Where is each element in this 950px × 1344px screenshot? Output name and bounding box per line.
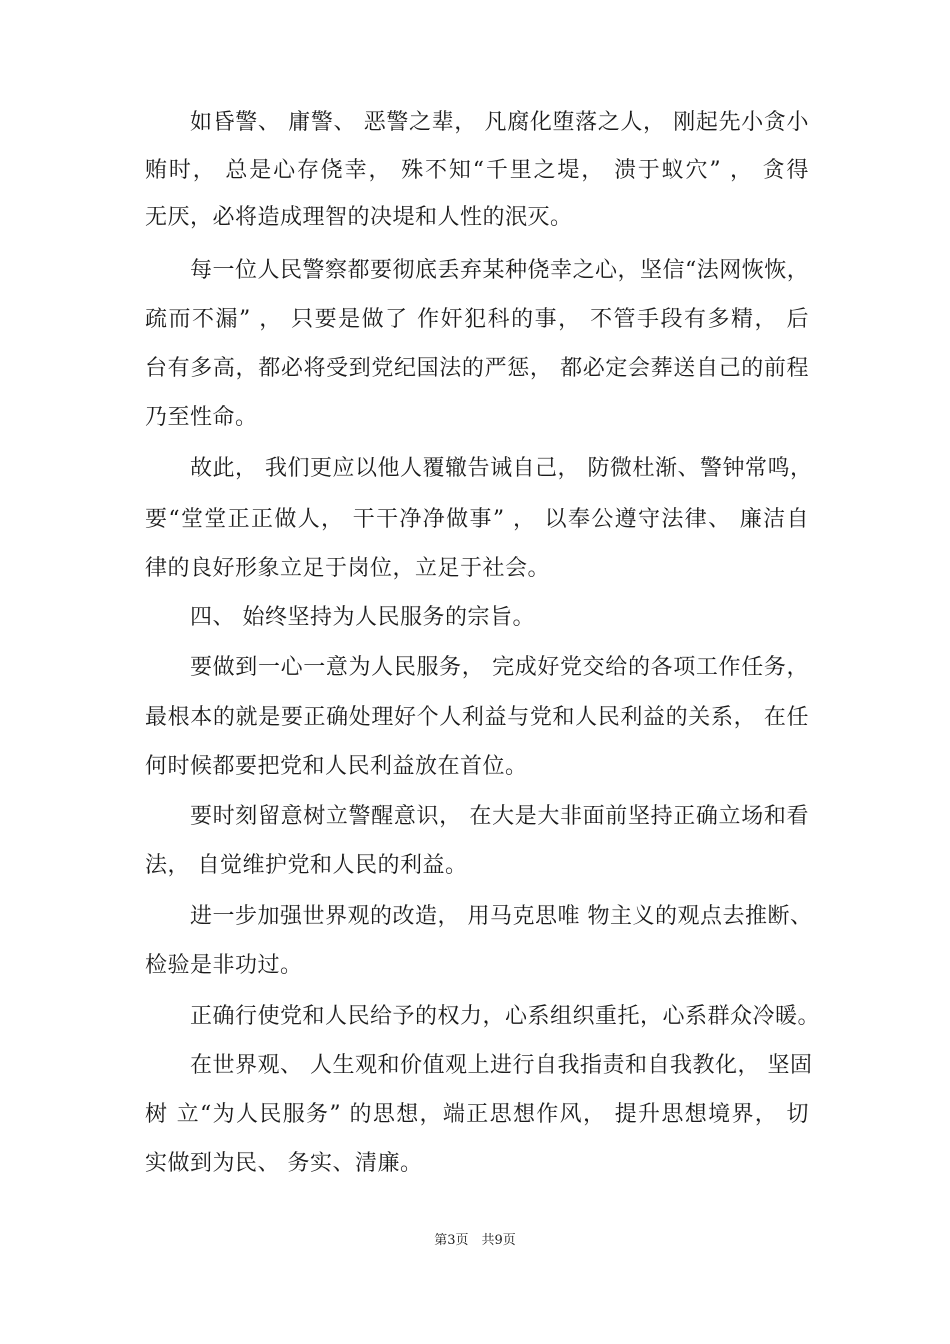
text-line: 要时刻留意树立警醒意识， 在大是大非面前坚持正确立场和看 xyxy=(190,804,809,829)
text-line: 律的良好形象立足于岗位，立足于社会。 xyxy=(145,556,551,581)
text-line: 如昏警、 庸警、 恶警之辈， 凡腐化堕落之人， 刚起先小贪小 xyxy=(190,110,809,135)
text-line: 实做到为民、 务实、清廉。 xyxy=(145,1151,423,1176)
text-line: 乃至性命。 xyxy=(145,405,258,430)
text-line: 树 立“为人民服务” 的思想，端正思想作风， 提升思想境界， 切 xyxy=(145,1102,810,1127)
text-line: 要做到一心一意为人民服务， 完成好党交给的各项工作任务， xyxy=(190,655,809,680)
text-line: 何时候都要把党和人民利益放在首位。 xyxy=(145,754,528,779)
text-line: 无厌，必将造成理智的决堤和人性的泯灭。 xyxy=(145,205,573,230)
section-heading: 四、 始终坚持为人民服务的宗旨。 xyxy=(190,605,535,630)
text-line: 法， 自觉维护党和人民的利益。 xyxy=(145,853,468,878)
text-line: 每一位人民警察都要彻底丢弃某种侥幸之心，坚信“法网恢恢， xyxy=(190,258,810,283)
text-line: 贿时， 总是心存侥幸， 殊不知“千里之堤， 溃于蚁穴” ， 贪得 xyxy=(145,158,809,183)
text-line: 台有多高，都必将受到党纪国法的严惩， 都必定会葬送自己的前程 xyxy=(145,356,809,381)
text-line: 要“堂堂正正做人， 干干净净做事” ， 以奉公遵守法律、 廉洁自 xyxy=(145,507,809,532)
text-line: 在世界观、 人生观和价值观上进行自我指责和自我教化， 坚固 xyxy=(190,1053,813,1078)
page-number-footer: 第3页 共9页 xyxy=(434,1233,516,1248)
text-line: 进一步加强世界观的改造， 用马克思唯 物主义的观点去推断、 xyxy=(190,904,813,929)
text-line: 故此， 我们更应以他人覆辙告诫自己， 防微杜渐、警钟常鸣， xyxy=(190,456,813,481)
text-line: 最根本的就是要正确处理好个人利益与党和人民利益的关系， 在任 xyxy=(145,705,809,730)
text-line: 正确行使党和人民给予的权力，心系组织重托，心系群众冷暖。 xyxy=(190,1004,821,1029)
text-line: 疏而不漏” ， 只要是做了 作奸犯科的事， 不管手段有多精， 后 xyxy=(145,307,809,332)
text-line: 检验是非功过。 xyxy=(145,953,303,978)
